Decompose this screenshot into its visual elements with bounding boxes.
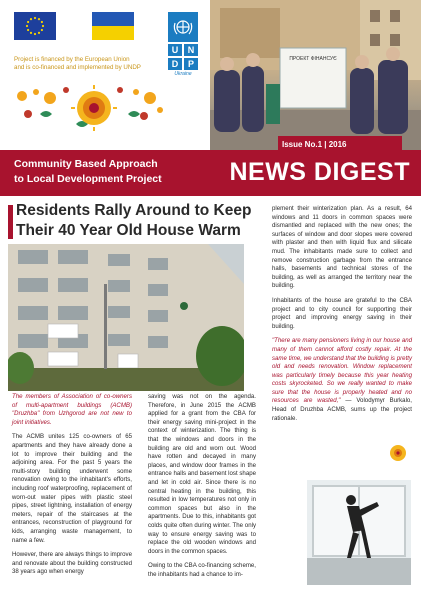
project-title xyxy=(14,157,184,186)
funding-statement xyxy=(14,56,174,73)
undp-letter: D xyxy=(168,58,182,70)
un-emblem-icon xyxy=(168,12,198,42)
article-headline xyxy=(16,201,260,241)
project-title-line: Community Based Approach xyxy=(14,158,158,170)
undp-letter: U xyxy=(168,44,182,56)
headline-line: Their 40 Year Old House Warm xyxy=(16,222,241,239)
newsletter-name: NEWS DIGEST xyxy=(229,158,410,186)
page-header xyxy=(0,0,421,150)
issue-number: Issue No.1 | 2016 xyxy=(282,140,347,149)
quote-block: "There are many pensioners living in our house and many of them cannot afford costly repair. At the same time, we understand that the building is pretty old and needs renovation. Window replacement was particularly timely because this year heating costs skyrocketed. So we really wanted to make sure that the house is properly heated and no resources are wasted," — Volodymyr Burkalo, Head of Druzhba ACMB, sums up the project rationale. xyxy=(272,337,413,422)
quote-text: "There are many pensioners living in our house and many of them cannot afford costly repair. At the same time, we understand that the building is pretty old and needs renovation. Window replacement was particularly timely because this year heating costs skyrocketed. So we really wanted to make sure that the house is properly heated and no resources are wasted," xyxy=(272,337,412,405)
banner-text: ПРОЕКТ ФІНАНСУЄ xyxy=(289,56,337,62)
building-photo xyxy=(8,244,244,391)
paragraph: plement their winterization plan. As a result, 64 windows and 11 doors in common spaces were dismantled and replaced with the new ones; the surfaces of window and door slopes were covered with plaster and then with liquid flux and silicate mud. The inhabitants made sure to collect and remove construction garbage from the entrance halls, basements and technical stores of the building, as well as arranged the territory near the building. xyxy=(272,205,412,290)
headline-accent-bar xyxy=(8,205,13,239)
paragraph: The ACMB unites 125 co-owners of 65 apartments and they have already done a lot to improve their building and the adjoining area. For the past 5 years the multi-story building underwent some renovation owing to the inhabitant's efforts, including roof waterproofing, replacement of worn-out water pipes with plastic steel pipes, street lightning, installation of energy meters, repair of the staircases at the entrances, reconstruction of playground for kids, arranging waste management, to name a few. xyxy=(12,433,132,544)
paragraph: saving was not on the agenda. Therefore, in June 2015 the ACMB applied for a grant from the CBA for their energy saving mini-project in the context of winterization. The thing is that the windows and doors in the building are old and worn out. Wood have rotten and decayed in many places, and window door frames in the entrance halls and basement lost shape and let in cold air. Since there is no central heating in the building, this resulted in low temperatures not only in common spaces but also in the apartments. Due to this, inhabitants got colds quite often during winter. The only way to ensure energy saving was to replace the old wooden windows and doors in the common spaces. xyxy=(148,393,256,555)
funding-line: and is co-financed and implemented by UNDP xyxy=(14,64,141,72)
paragraph: Owing to the CBA co-financing scheme, the inhabitants had a chance to im- xyxy=(148,562,256,578)
paragraph: However, there are always things to improve and renovate about the building constructed 38 years ago when energy xyxy=(12,551,132,576)
project-title-line: to Local Development Project xyxy=(14,172,162,185)
eu-flag-icon xyxy=(14,12,56,40)
article-column-3 xyxy=(272,205,412,429)
group-photo xyxy=(210,0,421,150)
funding-line: Project is financed by the European Union xyxy=(14,56,130,63)
paragraph: Inhabitants of the house are grateful to the CBA project and to city council for supporting their project and improving energy saving in their building. xyxy=(272,296,412,330)
folk-ornament-icon xyxy=(10,80,170,136)
ukraine-flag-icon xyxy=(92,12,134,40)
photo-caption: The members of Association of co-owners of multi-apartment buildings (ACMB) "Druzhba" from Uzhgorod are not new to joint initiatives. xyxy=(12,393,132,426)
undp-caption: Ukraine xyxy=(174,71,192,77)
flower-ornament-icon xyxy=(389,444,407,462)
article-column-2 xyxy=(148,393,256,585)
undp-letter: P xyxy=(184,58,198,70)
undp-letter: N xyxy=(184,44,198,56)
article-column-1 xyxy=(12,393,132,583)
quote-attribution: Volodymyr Burkalo, Head of Druzhba ACMB, sums up the project rationale. xyxy=(272,397,413,422)
headline-line: Residents Rally Around to Keep xyxy=(16,202,252,219)
window-installation-photo xyxy=(307,480,411,585)
